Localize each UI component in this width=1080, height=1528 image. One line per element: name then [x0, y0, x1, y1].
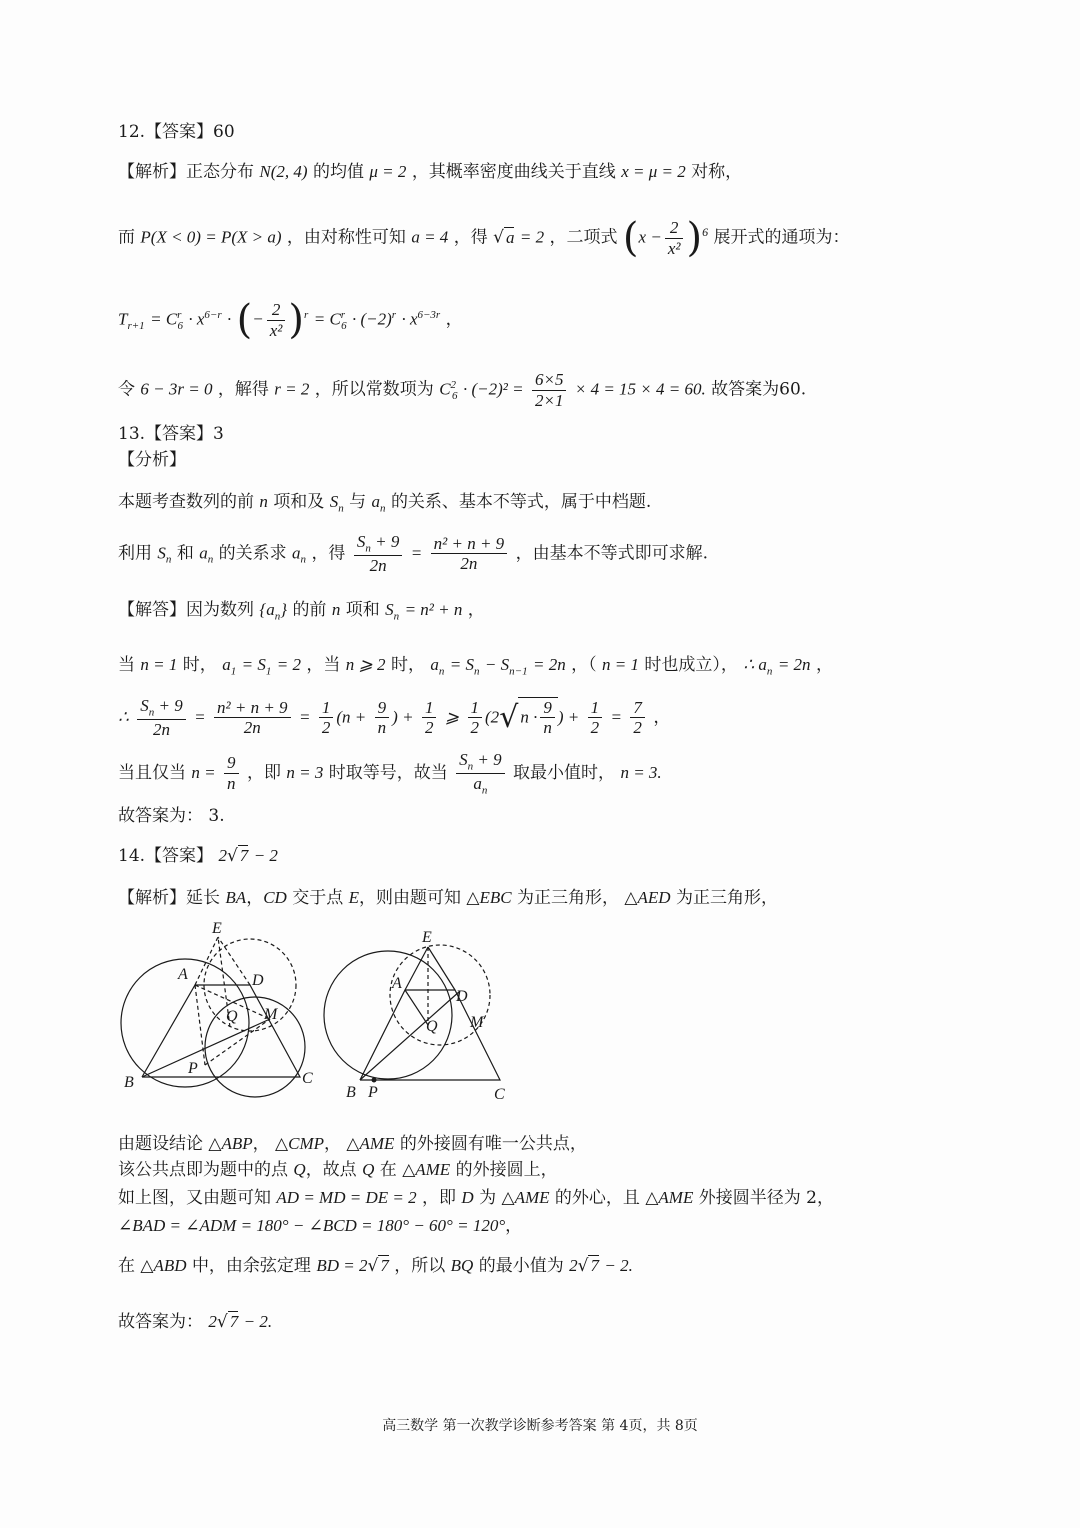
text: ，其概率密度曲线关于直线	[411, 162, 616, 182]
math: △AME	[346, 1134, 395, 1153]
math: − 2	[253, 846, 278, 865]
math: n	[274, 610, 281, 623]
sqrt-symbol: √	[216, 1312, 228, 1332]
math: △CMP	[275, 1134, 325, 1153]
math: △EBC	[466, 888, 512, 907]
text: 的最小值为	[478, 1256, 564, 1276]
q13-line3	[118, 600, 485, 624]
page-footer: 高三数学 第一次教学诊断参考答案 第 4页，共 8页	[382, 1418, 698, 1434]
math: =	[610, 707, 622, 727]
math: n ⩾ 2	[345, 655, 386, 674]
text: ，即	[246, 763, 281, 784]
text: 项和	[345, 600, 380, 620]
math: ) +	[557, 707, 580, 727]
fig1-label-P: P	[188, 1060, 198, 1077]
text: ，	[467, 600, 485, 620]
math: = S	[449, 655, 474, 674]
fraction: $\frac{7}{2}$	[630, 698, 645, 738]
math: n = 3	[286, 763, 324, 783]
sqrt-symbol: √	[493, 227, 504, 248]
math: n =	[191, 763, 216, 783]
math: {a	[259, 600, 275, 619]
math: r = 2	[274, 379, 310, 399]
text: 项和及	[273, 492, 325, 512]
math: μ = 2	[369, 162, 407, 181]
math: · x	[188, 309, 205, 329]
fraction: $\frac{9}{n}$	[540, 698, 555, 738]
q12-line1	[118, 162, 742, 182]
fraction: $\frac{1}{2}$	[588, 698, 603, 738]
math: a	[292, 543, 301, 563]
text: 取最小值时，	[513, 763, 616, 784]
text: ，二项式	[549, 227, 618, 248]
math: × 4 = 15 × 4 = 60.	[574, 379, 706, 399]
q12-line2	[118, 215, 850, 262]
geometry-figure-left	[110, 915, 313, 1125]
math: = 2	[276, 655, 301, 674]
math: − 2.	[604, 1256, 633, 1275]
math: E	[348, 888, 360, 907]
math: 2	[569, 1256, 578, 1275]
text: ，	[815, 655, 833, 675]
fraction: $\frac{2}{\text{x²}}$	[267, 300, 286, 340]
math: AD = MD = DE = 2	[276, 1188, 417, 1207]
point-P	[372, 1078, 377, 1083]
fig1-label-D: D	[252, 972, 264, 989]
text: 时也成立），	[644, 655, 738, 675]
math: BD = 2	[316, 1256, 368, 1275]
text: 时，	[182, 655, 217, 675]
sqrt-symbol: √	[367, 1256, 379, 1276]
fig1-label-B: B	[124, 1074, 134, 1091]
q14-line1	[118, 888, 778, 908]
text: 的外接圆有唯一公共点，	[399, 1134, 587, 1154]
math: r	[391, 308, 397, 321]
fraction: $\frac{1}{2}$	[319, 698, 334, 738]
math: △AME	[402, 1160, 451, 1179]
q13-line2	[118, 532, 708, 576]
fraction: $\frac{9}{n}$	[375, 698, 390, 738]
fig2-label-Q: Q	[426, 1018, 438, 1035]
math: S	[329, 492, 339, 511]
fig2-label-E: E	[422, 929, 432, 946]
text: ，	[252, 1134, 270, 1154]
q14-line3	[118, 1160, 558, 1180]
math: △ABP	[208, 1134, 253, 1153]
math: n = 1	[140, 655, 178, 674]
math: △AME	[645, 1188, 694, 1207]
math: △ABD	[140, 1256, 187, 1275]
trapezoid	[360, 990, 500, 1080]
text: 故答案为：	[118, 1312, 203, 1332]
math: 6	[702, 224, 709, 239]
math: n = 3.	[620, 763, 662, 783]
math: n	[380, 502, 386, 515]
q13-analysis-label: 【分析】	[118, 450, 186, 470]
math: −	[252, 309, 264, 329]
q13-line4	[118, 655, 833, 679]
fig2-label-P: P	[368, 1084, 378, 1101]
text: 【解答】因为数列	[118, 600, 254, 620]
fraction: $\frac{S_n + 9}{2n}$	[137, 696, 185, 740]
math: a	[371, 492, 381, 511]
fig2-label-C: C	[494, 1086, 505, 1103]
math: 1	[265, 665, 272, 678]
math: △AME	[501, 1188, 550, 1207]
math: n	[338, 502, 344, 515]
math: n	[259, 492, 268, 511]
sqrt-symbol: √	[577, 1256, 589, 1276]
math: (2	[485, 707, 500, 727]
math: = 2n	[777, 655, 811, 674]
text: 的外接圆上，	[455, 1160, 558, 1180]
q14-heading	[118, 846, 278, 866]
fraction: $\frac{2}{\text{x²}}$	[665, 218, 684, 258]
q14-line5	[118, 1216, 522, 1236]
math: 2	[450, 378, 457, 391]
fraction: $\frac{S_n + 9}{a_n}$	[456, 750, 504, 797]
math: n	[300, 553, 307, 566]
fraction: $\frac{6\times 5}{2\times 1}$	[532, 370, 566, 410]
math: n = 1	[602, 655, 640, 674]
math: x = μ = 2	[621, 162, 686, 181]
text: 为正三角形，	[517, 888, 620, 908]
math: 6−r	[204, 308, 222, 321]
math: ∴	[118, 707, 129, 727]
text: 与	[349, 492, 367, 512]
fig2-label-M: M	[470, 1014, 484, 1031]
math: a	[505, 227, 515, 247]
text: 而	[118, 227, 135, 248]
text: 和	[176, 543, 194, 564]
math: n ·	[520, 707, 538, 727]
math: BQ	[450, 1256, 474, 1275]
math: n	[766, 665, 773, 678]
math: n	[393, 610, 400, 623]
math: (n +	[336, 707, 367, 727]
math: n	[165, 553, 172, 566]
math: · (−2)² =	[462, 379, 524, 399]
text: 如上图，又由题可知	[118, 1188, 271, 1208]
math: = C	[313, 309, 341, 329]
fig1-label-A: A	[178, 966, 188, 983]
math: − 2.	[243, 1312, 273, 1331]
fig1-label-M: M	[264, 1006, 278, 1023]
sqrt-symbol: √	[226, 846, 238, 866]
math: }	[280, 600, 288, 619]
fraction: $\frac{9}{n}$	[224, 753, 239, 793]
math: · x	[401, 309, 418, 329]
text: 【解析】延长	[118, 888, 220, 908]
text: 本题考查数列的前	[118, 492, 254, 512]
fig2-label-D: D	[456, 988, 468, 1005]
math: D	[461, 1188, 474, 1207]
text: ，即	[422, 1188, 456, 1208]
text: 令	[118, 379, 135, 400]
fig2-label-B: B	[346, 1084, 356, 1101]
math: =	[298, 707, 311, 727]
math: P(X < 0) = P(X > a)	[140, 227, 282, 247]
text: ，	[445, 309, 463, 330]
text: 由题设结论	[118, 1134, 203, 1154]
text: 为	[479, 1188, 497, 1208]
text: 为正三角形，	[675, 888, 778, 908]
paren-left: (	[236, 297, 253, 344]
text: ，所以	[394, 1256, 446, 1276]
math: a	[199, 543, 208, 563]
math: 6	[177, 319, 183, 332]
trapezoid	[142, 985, 300, 1077]
text: 中，由余弦定理	[191, 1256, 311, 1276]
math: ∠BAD = ∠ADM = 180° − ∠BCD = 180° − 60° = 120°	[118, 1216, 506, 1235]
math: r	[177, 308, 182, 321]
math: − S	[484, 655, 510, 674]
math: =	[410, 543, 423, 563]
math: S	[157, 543, 166, 563]
text: 【解析】正态分布	[118, 162, 254, 182]
math: CD	[263, 888, 287, 907]
text: 该公共点即为题中的点	[118, 1160, 288, 1180]
q12-heading: 12.【答案】60	[118, 122, 235, 142]
text: ，	[324, 1134, 342, 1154]
q13-line6	[118, 750, 662, 797]
fig1-label-E: E	[212, 920, 222, 937]
sqrt-symbol: √	[499, 699, 519, 735]
math: ∴ a	[743, 655, 767, 674]
text: 对称，	[691, 162, 743, 182]
math: = 2	[519, 227, 545, 247]
math: 6−3r	[417, 308, 441, 321]
fraction: $\frac{1}{2}$	[468, 698, 483, 738]
math: = n² + n	[404, 600, 463, 619]
fig1-label-C: C	[302, 1070, 313, 1087]
text: ，	[246, 888, 264, 908]
text: 故答案为60.	[711, 379, 807, 400]
q13-line1	[118, 492, 651, 516]
math: 2	[208, 1312, 217, 1331]
math: a	[430, 655, 439, 674]
math: N(2, 4)	[259, 162, 308, 181]
text: 14.【答案】	[118, 846, 214, 866]
text: ，当	[306, 655, 341, 675]
math: a = 4	[411, 227, 449, 247]
math: n	[207, 553, 214, 566]
math: n−1	[509, 665, 528, 678]
text: 外接圆半径为 2，	[698, 1188, 834, 1208]
text: ，所以常数项为	[314, 379, 434, 400]
math: n	[474, 665, 480, 678]
math: 6 − 3r = 0	[140, 379, 213, 399]
math: 6	[452, 389, 458, 402]
math: 7	[590, 1256, 599, 1275]
q14-line7	[118, 1312, 272, 1332]
text: 交于点	[292, 888, 344, 908]
text: 的关系、基本不等式，属于中档题.	[390, 492, 652, 512]
paren-left: (	[622, 215, 639, 262]
math: a	[222, 655, 231, 674]
q13-line7: 故答案为： 3.	[118, 806, 225, 826]
math: Q	[362, 1160, 375, 1179]
text: 的均值	[312, 162, 364, 182]
math: = C	[150, 309, 178, 329]
text: 当	[118, 655, 135, 675]
geometry-figure-right	[310, 925, 520, 1110]
text: ，（	[571, 655, 597, 675]
math: BA	[225, 888, 247, 907]
math: 6	[341, 319, 347, 332]
math: ·	[227, 309, 232, 329]
text: 时取等号，故当	[328, 763, 448, 784]
math: T	[118, 309, 128, 329]
text: 展开式的通项为：	[713, 227, 850, 248]
math: 7	[229, 1312, 239, 1331]
math: = 2n	[532, 655, 566, 674]
text: 在	[118, 1256, 135, 1276]
text: ，由对称性可知	[286, 227, 406, 248]
math: Q	[293, 1160, 306, 1179]
q13-heading: 13.【答案】3	[118, 424, 224, 444]
math: C	[439, 379, 451, 399]
math: r+1	[127, 319, 145, 332]
paren-right: )	[288, 297, 305, 344]
fraction: $\frac{1}{2}$	[422, 698, 437, 738]
text: 在	[379, 1160, 397, 1180]
text: 时，	[390, 655, 425, 675]
text: ，得	[453, 227, 488, 248]
q14-line6	[118, 1256, 633, 1276]
text: 的关系求	[218, 543, 287, 564]
math: S	[385, 600, 394, 619]
math: 2	[218, 846, 227, 865]
text: 的前	[292, 600, 327, 620]
text: 的外心，且	[554, 1188, 640, 1208]
math: ) +	[392, 707, 414, 727]
math: 7	[380, 1256, 389, 1275]
text: ，故点	[305, 1160, 357, 1180]
math: r	[340, 308, 346, 321]
q14-line2	[118, 1134, 587, 1154]
text: 当且仅当	[118, 763, 186, 784]
q14-line4	[118, 1188, 834, 1208]
text: ，由基本不等式即可求解.	[515, 543, 708, 564]
fig1-label-Q: Q	[226, 1008, 238, 1025]
text: ，	[505, 1216, 523, 1236]
text: ，则由题可知	[359, 888, 462, 908]
q12-line4	[118, 370, 806, 410]
math: 1	[230, 665, 237, 678]
math: = S	[241, 655, 266, 674]
q12-line3	[118, 297, 463, 344]
math: n	[438, 665, 445, 678]
math: n	[331, 600, 341, 619]
fig2-label-A: A	[392, 975, 402, 992]
fraction: $\frac{\text{n² + n + 9}}{2n}$	[214, 698, 291, 738]
math: △AED	[624, 888, 671, 907]
text: 利用	[118, 543, 152, 564]
math: r	[304, 308, 309, 321]
text: ，	[653, 707, 671, 728]
text: ，得	[311, 543, 346, 564]
math: =	[194, 707, 206, 727]
math: x −	[638, 227, 662, 247]
q13-line5	[118, 696, 670, 740]
math: · (−2)	[351, 309, 392, 329]
math: 7	[239, 846, 249, 865]
fraction: $\frac{S_n + 9}{2n}$	[354, 532, 402, 576]
fraction: $\frac{\text{n² + n + 9}}{2n}$	[431, 534, 508, 574]
text: ，解得	[217, 379, 269, 400]
paren-right: )	[686, 215, 703, 262]
math: ⩾	[444, 707, 460, 727]
